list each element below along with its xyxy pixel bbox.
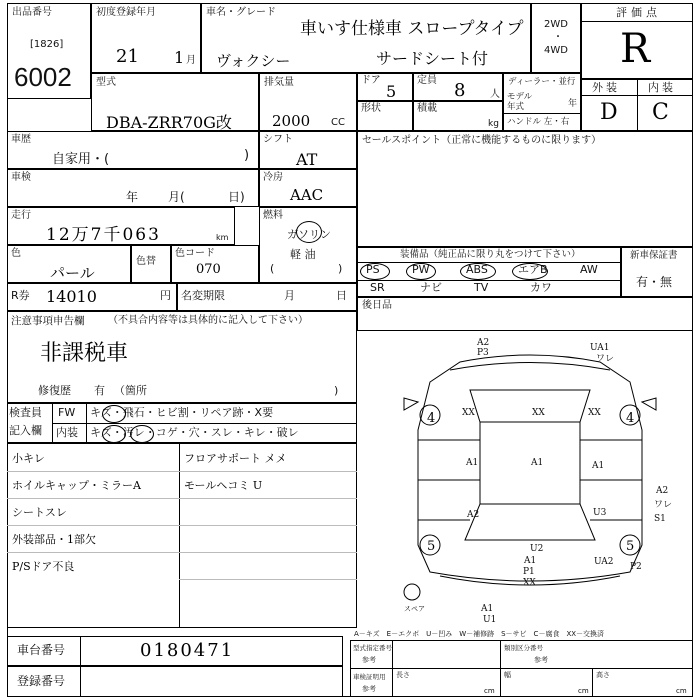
damage-mark: XX xyxy=(532,408,545,418)
damage-mark: A2 xyxy=(477,338,490,348)
remark-line xyxy=(179,525,357,526)
remark-item: P/Sドア不良 xyxy=(12,560,75,573)
grade-text: 車いす仕様車 スロープタイプ xyxy=(300,19,524,39)
remark-line xyxy=(7,498,179,499)
remark-item: モールヘコミ U xyxy=(184,479,263,492)
name-grade-label: 車名・グレード xyxy=(206,7,276,18)
name-change-month: 月 xyxy=(284,289,295,302)
capacity-unit: 人 xyxy=(490,89,500,100)
equipment-circle xyxy=(406,263,436,280)
damage-mark: U3 xyxy=(593,508,607,518)
damage-mark: A1 xyxy=(592,461,605,471)
handle-label: ハンドル 左・右 xyxy=(507,117,570,127)
sales-box xyxy=(357,131,693,247)
damage-mark: P3 xyxy=(477,348,489,358)
remark-item: 小キレ xyxy=(12,452,45,465)
equipment-item: ナビ xyxy=(420,281,442,294)
damage-mark: XX xyxy=(523,578,536,588)
height-label: 高さ xyxy=(596,671,610,679)
capacity-value: 8 xyxy=(454,80,466,101)
history-box xyxy=(7,131,259,169)
remark-line xyxy=(179,498,357,499)
damage-mark: A1 xyxy=(481,604,494,614)
equipment-circle xyxy=(360,263,390,280)
history-value: 自家用・( xyxy=(52,152,110,167)
damage-mark: P2 xyxy=(630,562,642,572)
displacement-unit: CC xyxy=(331,117,345,128)
repair-value: 有 xyxy=(94,384,105,397)
length-label: 長さ xyxy=(396,671,410,679)
model-year-label: モデル年式 xyxy=(507,92,533,112)
remark-line xyxy=(179,579,357,580)
equipment-circle xyxy=(512,263,548,280)
inspector-label-2: 記入欄 xyxy=(9,424,42,437)
tyre-value: 5 xyxy=(427,539,436,554)
damage-mark: ワレ xyxy=(654,500,673,510)
drive-sep: ・ xyxy=(553,32,563,43)
remark-item: シートスレ xyxy=(12,506,67,519)
drive-2wd: 2WD xyxy=(544,19,568,30)
exterior-grade: D xyxy=(600,100,618,125)
spare-label: スペア xyxy=(404,605,425,613)
equipment-item: PS xyxy=(366,263,380,276)
inspector-label-1: 検査員 xyxy=(9,406,42,419)
ac-label: 冷房 xyxy=(263,172,283,183)
damage-mark: A1 xyxy=(531,458,544,468)
rating-value: R xyxy=(620,26,651,72)
int-items: キズ・汚レ・コゲ・穴・スレ・キレ・破レ xyxy=(90,426,299,439)
load-unit: kg xyxy=(488,119,499,129)
notice-label: 注意事項申告欄 xyxy=(11,315,85,327)
height-unit: cm xyxy=(676,687,687,695)
equipment-item: PW xyxy=(412,263,430,276)
repair-close: ) xyxy=(334,384,339,397)
equipment-title: 装備品（純正品に限り丸をつけて下さい） xyxy=(400,249,581,260)
damage-mark: UA1 xyxy=(590,343,610,353)
reg-cert-label: 車検証明用 xyxy=(353,673,386,681)
later-box xyxy=(357,297,693,331)
shift-value: AT xyxy=(296,150,318,169)
int-label: 内装 xyxy=(56,426,78,439)
equipment-item: SR xyxy=(370,281,385,294)
fw-label: FW xyxy=(58,406,76,419)
damage-mark: XX xyxy=(588,408,601,418)
shape-label: 形状 xyxy=(361,103,381,114)
damage-mark: U1 xyxy=(483,615,497,625)
width-unit: cm xyxy=(578,687,589,695)
damage-mark: P1 xyxy=(523,567,535,577)
damage-mark: XX xyxy=(462,408,475,418)
name-change-label: 名変期限 xyxy=(181,289,225,302)
first-reg-month-unit: 月 xyxy=(186,55,196,66)
interior-grade: C xyxy=(652,100,669,125)
color-code-value: 070 xyxy=(196,262,221,277)
remark-line xyxy=(7,471,179,472)
model-cert-label: 型式指定番号 xyxy=(353,644,392,652)
reg-label: 登録番号 xyxy=(17,674,66,688)
drive-4wd: 4WD xyxy=(544,45,568,56)
interior-label: 内装 xyxy=(648,81,676,94)
recycle-label: R券 xyxy=(11,289,30,302)
inspection-day: 日) xyxy=(228,190,245,204)
history-label: 車歴 xyxy=(11,134,31,145)
equipment-item: カワ xyxy=(530,281,552,294)
repair-parts: （箇所 xyxy=(114,384,147,397)
remark-item: フロアサポート メメ xyxy=(184,452,287,465)
reg-cert-ref: 参考 xyxy=(362,685,376,693)
doors-value: 5 xyxy=(386,82,397,101)
damage-mark: ワレ xyxy=(596,354,615,364)
model-label: 型式 xyxy=(96,77,116,88)
mileage-label: 走行 xyxy=(11,210,31,221)
tyre-value: 4 xyxy=(626,411,635,426)
mileage-unit: km xyxy=(216,233,229,242)
remark-line xyxy=(7,552,179,553)
chassis-value: 0180471 xyxy=(140,640,235,661)
car-name: ヴォクシー xyxy=(216,52,291,70)
notice-value: 非課税車 xyxy=(40,341,129,366)
inspection-label: 車検 xyxy=(11,172,31,183)
fuel-gas: ガソリン xyxy=(287,228,331,241)
damage-mark: UA2 xyxy=(594,557,614,567)
rating-label: 評価点 xyxy=(616,6,661,19)
first-reg-month: 1 xyxy=(174,48,185,67)
lot-label: 出品番号 xyxy=(12,7,52,18)
damage-mark: A2 xyxy=(467,510,480,520)
inspection-month: 月( xyxy=(168,190,185,204)
model-cert-ref: 参考 xyxy=(362,656,376,664)
name-change-day: 日 xyxy=(336,289,347,302)
color-value: パール xyxy=(50,264,95,282)
class-ref: 参考 xyxy=(534,656,548,664)
length-unit: cm xyxy=(484,687,495,695)
remark-line xyxy=(179,552,357,553)
equipment-item: ABS xyxy=(466,263,488,276)
ac-value: AAC xyxy=(290,186,324,204)
diagram-legend: A－キズ E－エクボ U－凹み W－補修跡 S－サビ C－腐食 XX－交換済 xyxy=(354,630,605,638)
model-value: DBA-ZRR70G改 xyxy=(106,113,232,132)
model-year-unit: 年 xyxy=(568,99,578,109)
remark-item: 外装部品・1部欠 xyxy=(12,533,96,546)
equipment-item: AW xyxy=(580,263,598,276)
color-change-label: 色替 xyxy=(136,256,156,267)
remark-item: ホイルキャップ・ミラーA xyxy=(12,479,141,492)
color-code-label: 色コード xyxy=(175,248,215,259)
shift-label: シフト xyxy=(263,134,293,145)
tyre-value: 5 xyxy=(626,539,635,554)
notice-hint: （不具合内容等は具体的に記入して下さい） xyxy=(108,315,308,326)
damage-mark: S1 xyxy=(654,514,666,524)
equipment-item: エアB xyxy=(518,263,548,276)
class-label: 類別区分番号 xyxy=(504,644,543,652)
history-close: ) xyxy=(244,148,250,163)
inspection-year: 年 xyxy=(126,190,139,204)
chassis-label: 車台番号 xyxy=(17,643,66,657)
equipment-circle xyxy=(460,263,496,280)
displacement-value: 2000 xyxy=(272,112,311,130)
lot-sub: [1826] xyxy=(30,39,64,50)
sales-label: セールスポイント（正常に機能するものに限ります） xyxy=(362,135,602,146)
remark-line xyxy=(7,525,179,526)
load-label: 積載 xyxy=(417,103,437,114)
equipment-item: TV xyxy=(474,281,489,294)
remark-line xyxy=(179,471,357,472)
exterior-label: 外装 xyxy=(592,81,620,94)
damage-mark: A1 xyxy=(524,556,537,566)
width-label: 幅 xyxy=(504,671,511,679)
later-label: 後日品 xyxy=(362,300,392,311)
doors-label: ドア xyxy=(361,75,381,86)
color-label: 色 xyxy=(11,248,21,259)
displacement-label: 排気量 xyxy=(264,77,294,88)
fuel-circle xyxy=(296,221,322,243)
first-reg-label: 初度登録年月 xyxy=(96,7,156,18)
first-reg-year: 21 xyxy=(116,46,139,67)
lot-number: 6002 xyxy=(14,62,72,92)
warranty-label: 新車保証書 xyxy=(630,250,678,261)
damage-mark: U2 xyxy=(530,544,544,554)
fuel-label: 燃料 xyxy=(263,210,283,221)
damage-mark: A2 xyxy=(656,486,669,496)
grade-extra: サードシート付 xyxy=(376,49,489,68)
warranty-value: 有・無 xyxy=(636,275,673,289)
fuel-diesel: 軽 油 xyxy=(290,248,316,261)
recycle-value: 14010 xyxy=(46,287,97,306)
tyre-value: 4 xyxy=(427,411,436,426)
capacity-label: 定員 xyxy=(417,75,437,86)
repair-label: 修復歴 xyxy=(38,384,71,397)
damage-mark: A1 xyxy=(466,458,479,468)
mileage-value: 12万7千063 xyxy=(46,225,161,245)
fw-items: キズ・飛石・ヒビ割・リペア跡・X要 xyxy=(90,406,274,419)
dealer-label: ディーラー・並行 xyxy=(508,77,576,87)
recycle-unit: 円 xyxy=(160,289,171,302)
